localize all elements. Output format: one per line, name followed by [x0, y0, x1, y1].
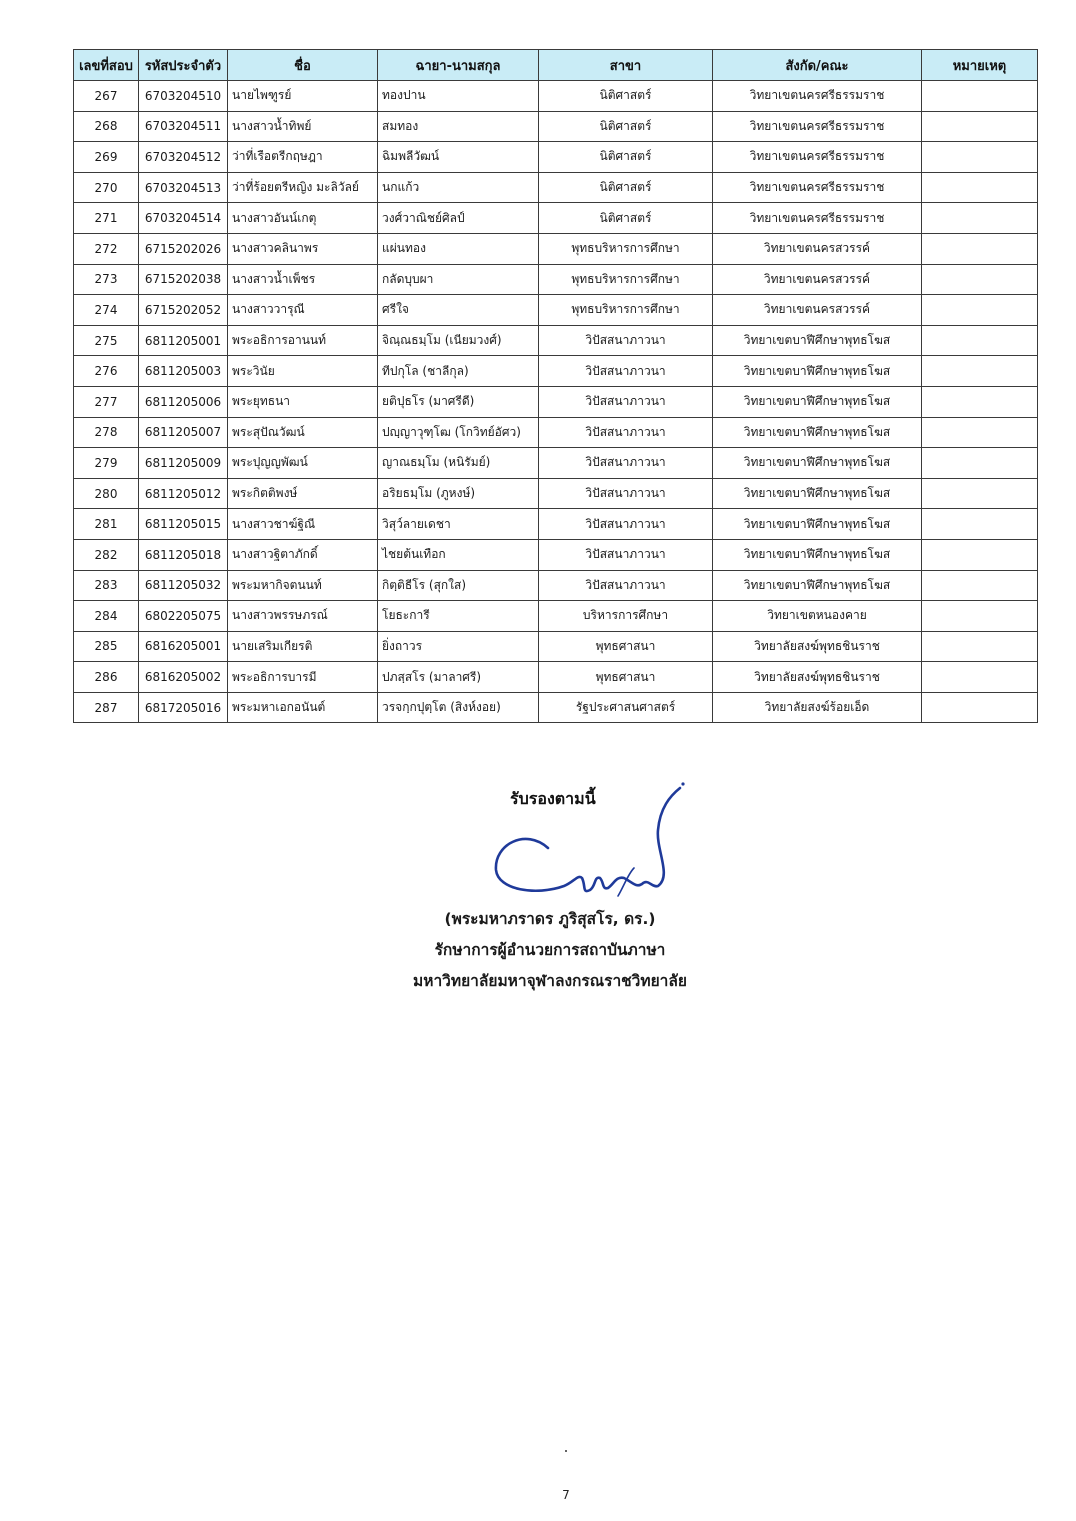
- cell-student-id: 6811205003: [139, 356, 228, 387]
- cell-name: พระกิตติพงษ์: [228, 478, 378, 509]
- table-row: [74, 448, 1038, 479]
- cell-exam-no: 280: [74, 478, 139, 509]
- cell-surname: แผ่นทอง: [378, 233, 539, 264]
- table-header-row: [74, 50, 1038, 81]
- cell-name: พระอธิการบารมี: [228, 662, 378, 693]
- cell-major: พุทธบริหารการศึกษา: [539, 264, 713, 295]
- cell-name: พระปุญญพัฒน์: [228, 448, 378, 479]
- cell-major: พุทธบริหารการศึกษา: [539, 233, 713, 264]
- table-row: [74, 295, 1038, 326]
- header-surname: ฉายา-นามสกุล: [378, 50, 539, 81]
- cell-remark: [922, 233, 1038, 264]
- cell-remark: [922, 325, 1038, 356]
- cell-surname: ยิ่งถาวร: [378, 631, 539, 662]
- table-row: [74, 172, 1038, 203]
- cell-remark: [922, 417, 1038, 448]
- cell-remark: [922, 478, 1038, 509]
- cell-student-id: 6703204513: [139, 172, 228, 203]
- cell-faculty: วิทยาเขตบาฬีศึกษาพุทธโฆส: [713, 386, 922, 417]
- cell-remark: [922, 203, 1038, 234]
- cell-remark: [922, 570, 1038, 601]
- cell-major: นิติศาสตร์: [539, 111, 713, 142]
- table-row: [74, 81, 1038, 112]
- cell-remark: [922, 509, 1038, 540]
- cell-name: พระมหาเอกอนันต์: [228, 692, 378, 723]
- cell-remark: [922, 111, 1038, 142]
- certify-label: รับรองตามนี้: [510, 789, 596, 808]
- cell-remark: [922, 356, 1038, 387]
- cell-name: นางสาวคลินาพร: [228, 233, 378, 264]
- cell-surname: ทีปกุโล (ชาลีกุล): [378, 356, 539, 387]
- cell-faculty: วิทยาเขตบาฬีศึกษาพุทธโฆส: [713, 509, 922, 540]
- cell-surname: นกแก้ว: [378, 172, 539, 203]
- cell-major: วิปัสสนาภาวนา: [539, 539, 713, 570]
- page-number: 7: [562, 1488, 570, 1502]
- table-row: [74, 233, 1038, 264]
- cell-faculty: วิทยาเขตบาฬีศึกษาพุทธโฆส: [713, 478, 922, 509]
- cell-remark: [922, 295, 1038, 326]
- cell-major: นิติศาสตร์: [539, 172, 713, 203]
- cell-exam-no: 279: [74, 448, 139, 479]
- cell-student-id: 6811205006: [139, 386, 228, 417]
- cell-major: นิติศาสตร์: [539, 81, 713, 112]
- handwritten-signature: [486, 778, 696, 918]
- cell-exam-no: 269: [74, 142, 139, 173]
- cell-exam-no: 270: [74, 172, 139, 203]
- signature-dot: [681, 782, 684, 785]
- cell-faculty: วิทยาเขตหนองคาย: [713, 601, 922, 632]
- cell-remark: [922, 601, 1038, 632]
- cell-remark: [922, 662, 1038, 693]
- table-row: [74, 386, 1038, 417]
- signer-title: รักษาการผู้อำนวยการสถาบันภาษา: [434, 941, 666, 959]
- cell-surname: จิณฺณธมฺโม (เนียมวงศ์): [378, 325, 539, 356]
- cell-exam-no: 267: [74, 81, 139, 112]
- table-row: [74, 325, 1038, 356]
- cell-major: พุทธศาสนา: [539, 631, 713, 662]
- cell-major: วิปัสสนาภาวนา: [539, 509, 713, 540]
- cell-faculty: วิทยาเขตนครศรีธรรมราช: [713, 142, 922, 173]
- cell-student-id: 6816205002: [139, 662, 228, 693]
- cell-major: นิติศาสตร์: [539, 142, 713, 173]
- cell-name: นางสาวอันน์เกตุ: [228, 203, 378, 234]
- cell-remark: [922, 81, 1038, 112]
- table-row: [74, 509, 1038, 540]
- cell-exam-no: 271: [74, 203, 139, 234]
- cell-faculty: วิทยาลัยสงฆ์พุทธชินราช: [713, 662, 922, 693]
- cell-major: พุทธบริหารการศึกษา: [539, 295, 713, 326]
- cell-name: นายเสริมเกียรติ: [228, 631, 378, 662]
- cell-exam-no: 273: [74, 264, 139, 295]
- cell-student-id: 6811205001: [139, 325, 228, 356]
- cell-name: นายไพฑูรย์: [228, 81, 378, 112]
- cell-exam-no: 278: [74, 417, 139, 448]
- table-row: [74, 417, 1038, 448]
- cell-exam-no: 284: [74, 601, 139, 632]
- cell-exam-no: 285: [74, 631, 139, 662]
- header-name: ชื่อ: [228, 50, 378, 81]
- cell-surname: ปญฺญาวุฑฺโฒ (โกวิทย์อัศว): [378, 417, 539, 448]
- cell-surname: กิตฺติธีโร (สุกใส): [378, 570, 539, 601]
- table-row: [74, 631, 1038, 662]
- cell-exam-no: 281: [74, 509, 139, 540]
- table-row: [74, 662, 1038, 693]
- table-row: [74, 264, 1038, 295]
- table-body: [74, 81, 1038, 723]
- cell-student-id: 6703204510: [139, 81, 228, 112]
- cell-major: นิติศาสตร์: [539, 203, 713, 234]
- cell-surname: ศรีใจ: [378, 295, 539, 326]
- cell-exam-no: 286: [74, 662, 139, 693]
- cell-exam-no: 287: [74, 692, 139, 723]
- table-row: [74, 111, 1038, 142]
- cell-faculty: วิทยาเขตนครสวรรค์: [713, 295, 922, 326]
- cell-student-id: 6816205001: [139, 631, 228, 662]
- cell-name: นางสาวพรรษภรณ์: [228, 601, 378, 632]
- table-row: [74, 539, 1038, 570]
- cell-exam-no: 283: [74, 570, 139, 601]
- cell-remark: [922, 142, 1038, 173]
- cell-surname: วรจกฺกปุตฺโต (สิงห์งอย): [378, 692, 539, 723]
- cell-student-id: 6811205009: [139, 448, 228, 479]
- cell-student-id: 6811205007: [139, 417, 228, 448]
- cell-faculty: วิทยาเขตนครศรีธรรมราช: [713, 81, 922, 112]
- cell-faculty: วิทยาเขตบาฬีศึกษาพุทธโฆส: [713, 325, 922, 356]
- cell-student-id: 6817205016: [139, 692, 228, 723]
- signer-name: (พระมหาภราดร ภูริสุสโร, ดร.): [444, 910, 656, 928]
- cell-student-id: 6811205015: [139, 509, 228, 540]
- cell-exam-no: 268: [74, 111, 139, 142]
- cell-student-id: 6811205032: [139, 570, 228, 601]
- cell-major: บริหารการศึกษา: [539, 601, 713, 632]
- cell-exam-no: 272: [74, 233, 139, 264]
- cell-remark: [922, 692, 1038, 723]
- cell-faculty: วิทยาเขตนครสวรรค์: [713, 233, 922, 264]
- cell-name: นางสาวฐิตาภักดิ์: [228, 539, 378, 570]
- cell-major: รัฐประศาสนศาสตร์: [539, 692, 713, 723]
- header-remark: หมายเหตุ: [922, 50, 1038, 81]
- cell-remark: [922, 631, 1038, 662]
- cell-surname: ยติปุธโร (มาศรีดี): [378, 386, 539, 417]
- cell-student-id: 6811205018: [139, 539, 228, 570]
- cell-faculty: วิทยาลัยสงฆ์พุทธชินราช: [713, 631, 922, 662]
- cell-surname: วงศ์วาณิชย์ศิลป์: [378, 203, 539, 234]
- table-row: [74, 601, 1038, 632]
- table-row: [74, 478, 1038, 509]
- cell-surname: กลัดบุบผา: [378, 264, 539, 295]
- table-row: [74, 570, 1038, 601]
- cell-surname: โยธะการี: [378, 601, 539, 632]
- signer-organization: มหาวิทยาลัยมหาจุฬาลงกรณราชวิทยาลัย: [413, 972, 687, 990]
- cell-name: ว่าที่ร้อยตรีหญิง มะลิวัลย์: [228, 172, 378, 203]
- cell-name: นางสาวชาฆ์ฐิณี: [228, 509, 378, 540]
- cell-name: พระวินัย: [228, 356, 378, 387]
- scan-speck: [565, 1450, 567, 1452]
- header-major: สาขา: [539, 50, 713, 81]
- cell-faculty: วิทยาลัยสงฆ์ร้อยเอ็ด: [713, 692, 922, 723]
- cell-name: พระสุปัณวัฒน์: [228, 417, 378, 448]
- cell-name: พระมหากิจตนนท์: [228, 570, 378, 601]
- cell-faculty: วิทยาเขตบาฬีศึกษาพุทธโฆส: [713, 570, 922, 601]
- cell-faculty: วิทยาเขตบาฬีศึกษาพุทธโฆส: [713, 356, 922, 387]
- table-row: [74, 692, 1038, 723]
- cell-exam-no: 282: [74, 539, 139, 570]
- cell-name: นางสาววารุณี: [228, 295, 378, 326]
- exam-roster-table: [73, 49, 1038, 723]
- cell-surname: ไชยต้นเทือก: [378, 539, 539, 570]
- cell-remark: [922, 386, 1038, 417]
- cell-student-id: 6802205075: [139, 601, 228, 632]
- cell-major: วิปัสสนาภาวนา: [539, 448, 713, 479]
- header-exam-no: เลขที่สอบ: [74, 50, 139, 81]
- cell-name: พระยุทธนา: [228, 386, 378, 417]
- cell-exam-no: 274: [74, 295, 139, 326]
- cell-student-id: 6715202052: [139, 295, 228, 326]
- header-student-id: รหัสประจำตัว: [139, 50, 228, 81]
- cell-name: พระอธิการอานนท์: [228, 325, 378, 356]
- cell-student-id: 6703204511: [139, 111, 228, 142]
- cell-remark: [922, 264, 1038, 295]
- cell-major: วิปัสสนาภาวนา: [539, 386, 713, 417]
- cell-remark: [922, 172, 1038, 203]
- cell-remark: [922, 539, 1038, 570]
- cell-exam-no: 277: [74, 386, 139, 417]
- header-faculty: สังกัด/คณะ: [713, 50, 922, 81]
- cell-student-id: 6703204512: [139, 142, 228, 173]
- cell-surname: ปภสฺสโร (มาลาศรี): [378, 662, 539, 693]
- cell-major: วิปัสสนาภาวนา: [539, 570, 713, 601]
- cell-faculty: วิทยาเขตนครศรีธรรมราช: [713, 172, 922, 203]
- cell-faculty: วิทยาเขตบาฬีศึกษาพุทธโฆส: [713, 539, 922, 570]
- cell-exam-no: 276: [74, 356, 139, 387]
- signature-stroke: [496, 788, 680, 891]
- cell-student-id: 6715202026: [139, 233, 228, 264]
- cell-major: วิปัสสนาภาวนา: [539, 417, 713, 448]
- cell-exam-no: 275: [74, 325, 139, 356]
- cell-surname: ฉิมพลีวัฒน์: [378, 142, 539, 173]
- cell-faculty: วิทยาเขตบาฬีศึกษาพุทธโฆส: [713, 448, 922, 479]
- table-row: [74, 203, 1038, 234]
- table-row: [74, 142, 1038, 173]
- cell-surname: สมทอง: [378, 111, 539, 142]
- cell-major: พุทธศาสนา: [539, 662, 713, 693]
- cell-name: นางสาวน้ำทิพย์: [228, 111, 378, 142]
- cell-surname: ทองปาน: [378, 81, 539, 112]
- cell-name: ว่าที่เรือตรีกฤษฎา: [228, 142, 378, 173]
- cell-student-id: 6703204514: [139, 203, 228, 234]
- cell-surname: อริยธมฺโม (ภูหงษ์): [378, 478, 539, 509]
- cell-name: นางสาวน้ำเพ็ชร: [228, 264, 378, 295]
- table-row: [74, 356, 1038, 387]
- cell-major: วิปัสสนาภาวนา: [539, 478, 713, 509]
- cell-major: วิปัสสนาภาวนา: [539, 356, 713, 387]
- cell-faculty: วิทยาเขตนครศรีธรรมราช: [713, 111, 922, 142]
- cell-faculty: วิทยาเขตบาฬีศึกษาพุทธโฆส: [713, 417, 922, 448]
- cell-faculty: วิทยาเขตนครสวรรค์: [713, 264, 922, 295]
- cell-student-id: 6811205012: [139, 478, 228, 509]
- cell-surname: ญาณธมฺโม (หนิรัมย์): [378, 448, 539, 479]
- cell-student-id: 6715202038: [139, 264, 228, 295]
- cell-major: วิปัสสนาภาวนา: [539, 325, 713, 356]
- cell-faculty: วิทยาเขตนครศรีธรรมราช: [713, 203, 922, 234]
- cell-remark: [922, 448, 1038, 479]
- cell-surname: วิสุว์ลายเดชา: [378, 509, 539, 540]
